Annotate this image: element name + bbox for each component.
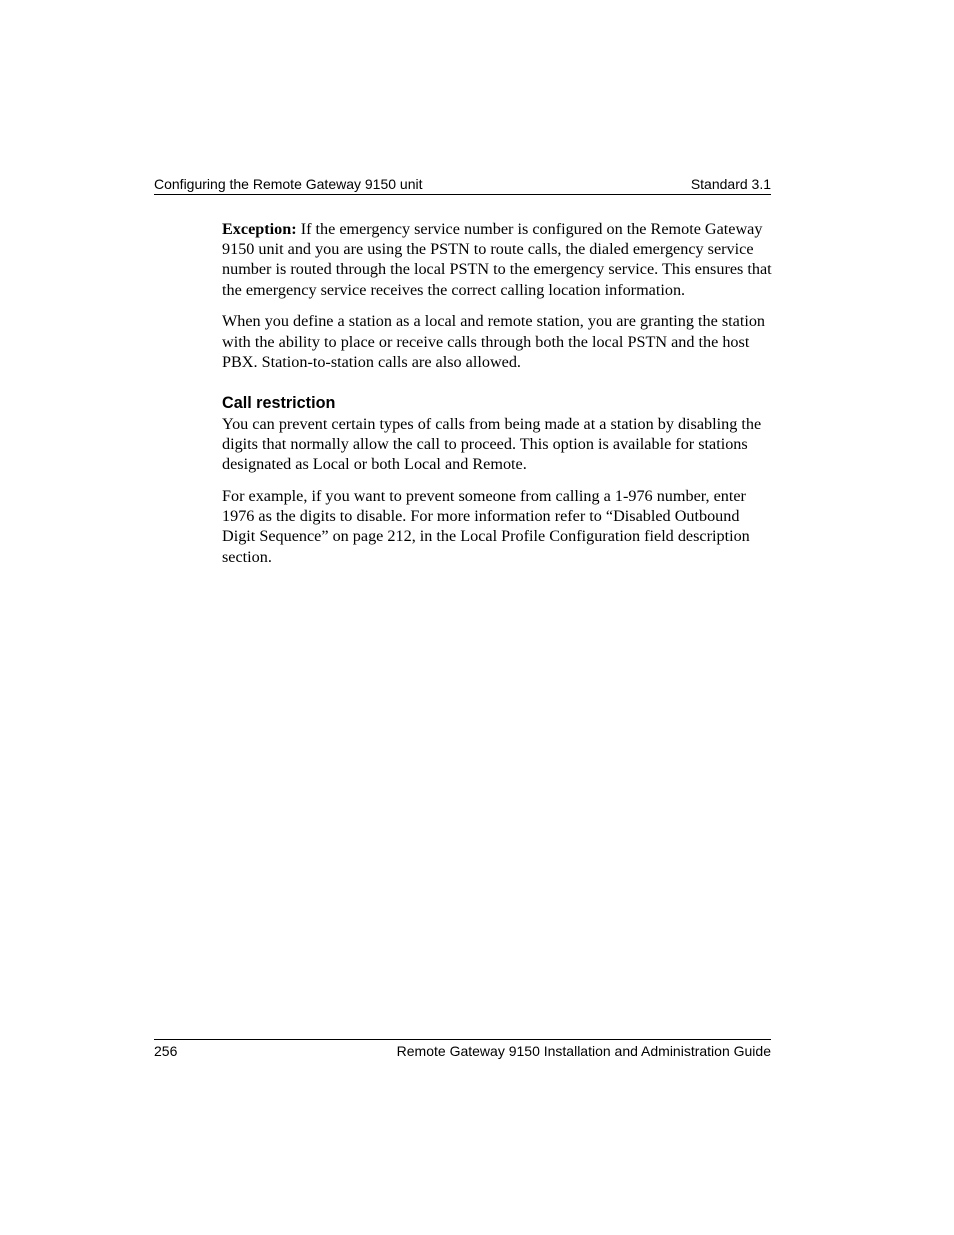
running-footer	[154, 1039, 771, 1059]
page-number: 256	[154, 1043, 178, 1059]
call-restriction-paragraph: You can prevent certain types of calls from being made at a station by disabling the digits that normally allow the call to proceed. This option is available for stations designated as Local or both Local and Remote.	[222, 414, 762, 474]
call-restriction-heading: Call restriction	[222, 393, 336, 412]
page-body	[222, 219, 774, 578]
exception-text: If the emergency service number is configured on the Remote Gateway 9150 unit and you are using the PSTN to route calls, the dialed emergency service number is routed through the local PSTN to the emergency service. This ensures that the emergency service receives the correct calling location information.	[222, 220, 772, 299]
header-standard-version: Standard 3.1	[690, 176, 771, 192]
header-chapter-title: Configuring the Remote Gateway 9150 unit	[154, 176, 423, 192]
example-paragraph: For example, if you want to prevent someone from calling a 1-976 number, enter 1976 as the digits to disable. For more information refer to “Disabled Outbound Digit Sequence” on page 212, in the Local Profile Configuration field description section.	[222, 487, 750, 566]
exception-label: Exception:	[222, 220, 297, 238]
footer-guide-title: Remote Gateway 9150 Installation and Administration Guide	[396, 1043, 771, 1059]
local-remote-paragraph: When you define a station as a local and remote station, you are granting the station with the ability to place or receive calls through both the local PSTN and the host PBX. Station-to-station calls are also allowed.	[222, 312, 766, 371]
exception-paragraph	[222, 219, 774, 300]
running-header	[154, 174, 771, 195]
